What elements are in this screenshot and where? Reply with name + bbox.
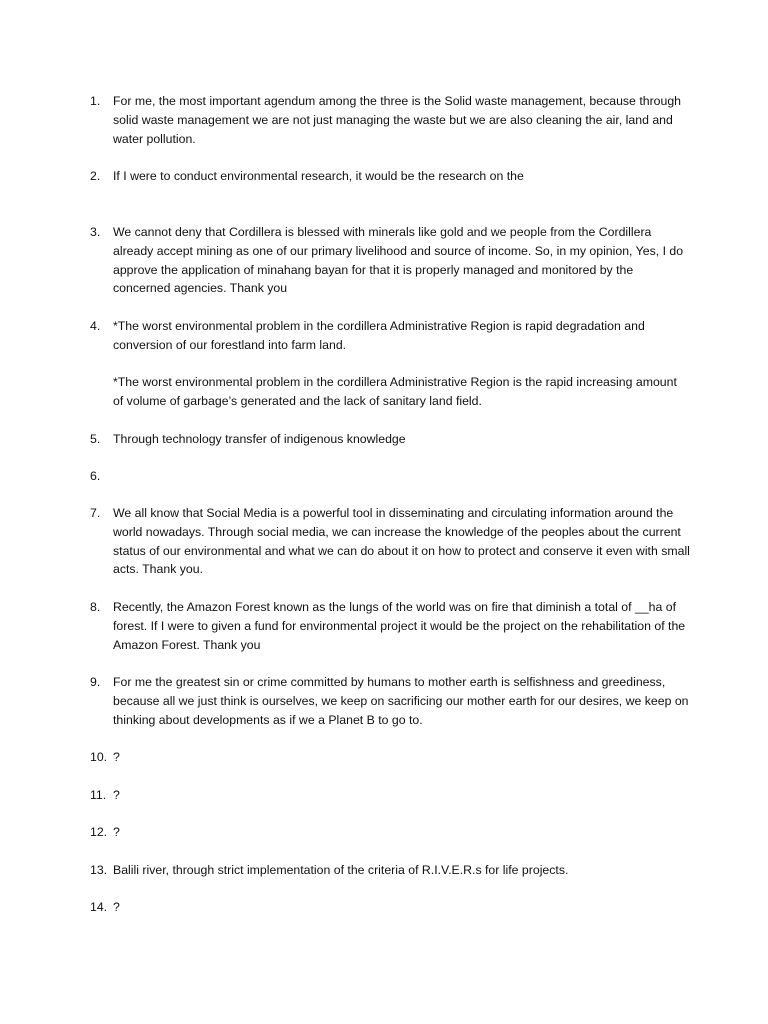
item-number: 12.: [90, 825, 108, 839]
list-item-5: [90, 430, 690, 449]
item-number: 14.: [90, 900, 108, 914]
item-text: Balili river, through strict implementation of the criteria of R.I.V.E.R.s for life projects.: [113, 863, 569, 877]
item-text: Recently, the Amazon Forest known as the lungs of the world was on fire that diminish a total of __ha of forest. If I were to given a fund for environmental project it would be the project on the rehabilitation of the Amazon Forest. Thank you: [113, 600, 686, 652]
list-item-11: [90, 786, 690, 805]
item-text: *The worst environmental problem in the cordillera Administrative Region is the rapid increasing amount of volume of garbage’s generated and the lack of sanitary land field.: [113, 375, 677, 409]
item-text: For me, the most important agendum among the three is the Solid waste management, because through solid waste management we are not just managing the waste but we are also cleaning the air, land and water pollution.: [113, 94, 682, 146]
list-item-10: [90, 748, 690, 767]
item-text: ?: [113, 825, 120, 839]
item-text: ?: [113, 788, 120, 802]
item-text: For me the greatest sin or crime committed by humans to mother earth is selfishness and greediness, because all we just think is ourselves, we keep on sacrificing our mother earth for our desires, we keep on thinking about developments as if we a Planet B to go to.: [113, 675, 689, 727]
item-text: Through technology transfer of indigenous knowledge: [113, 432, 406, 446]
item-text: If I were to conduct environmental research, it would be the research on the: [113, 169, 524, 183]
item-number: 3.: [90, 225, 101, 239]
item-text: ?: [113, 900, 120, 914]
item-number: 7.: [90, 506, 101, 520]
item-number: 11.: [90, 788, 107, 802]
list-item-1: [90, 92, 690, 148]
item-text: We cannot deny that Cordillera is blessed with minerals like gold and we people from the Cordillera already accept mining as one of our primary livelihood and source of income. So, in my opinion, Yes, I do approve the application of minahang bayan for that it is properly managed and monitored by the concerned agencies. Thank you: [113, 225, 684, 296]
item-number: 6.: [90, 469, 101, 483]
item-text: *The worst environmental problem in the cordillera Administrative Region is rapid degradation and conversion of our forestland into farm land.: [113, 319, 645, 352]
list-item-8: [90, 598, 690, 654]
item-number: 8.: [90, 600, 101, 614]
item-number: 2.: [90, 169, 101, 183]
item-number: 1.: [90, 94, 101, 108]
item-number: 9.: [90, 675, 101, 689]
item-text: ?: [113, 750, 120, 764]
list-item-9: [90, 673, 690, 729]
list-item-7: [90, 504, 690, 579]
item-number: 10.: [90, 750, 108, 764]
list-item-4: [90, 317, 690, 411]
list-item-3: [90, 223, 690, 298]
list-item-14: [90, 898, 690, 917]
list-item-2: [90, 167, 690, 186]
item-number: 5.: [90, 432, 101, 446]
item-number: 4.: [90, 319, 101, 333]
list-item-13: [90, 861, 690, 880]
list-item-12: [90, 823, 690, 842]
item-text: We all know that Social Media is a powerful tool in disseminating and circulating information around the world nowadays. Through social media, we can increase the knowledge of the peoples about the current status of our environmental and what we can do about it on how to protect and conserve it even with small acts. Thank you.: [113, 506, 690, 577]
item-number: 13.: [90, 863, 108, 877]
